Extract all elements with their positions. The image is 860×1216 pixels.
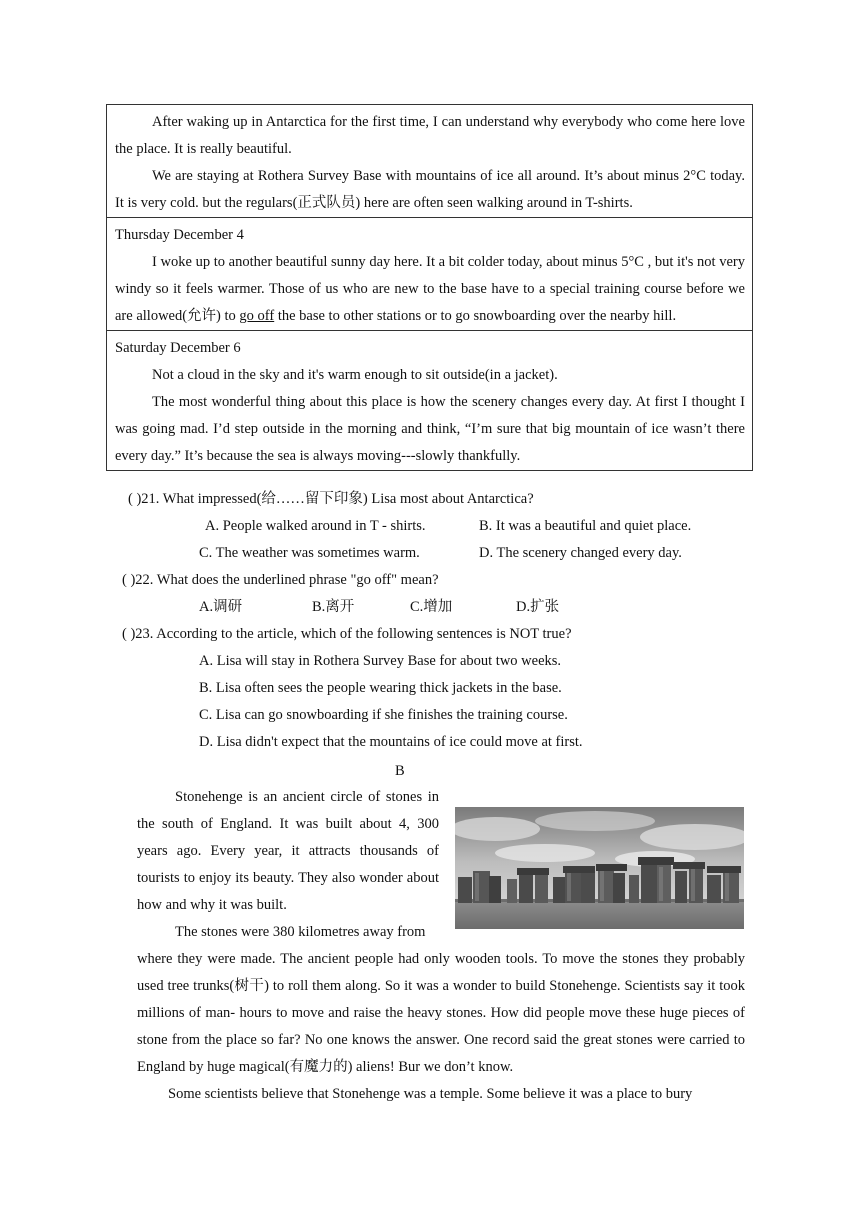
question-stem: ( )21. What impressed(给……留下印象) Lisa most about Antarctica? — [128, 491, 534, 507]
option-b: B. It was a beautiful and quiet place. — [479, 518, 692, 534]
option-c: C.增加 — [410, 599, 453, 615]
stonehenge-image — [455, 807, 744, 929]
passage-b-paragraph-1: Stonehenge is an ancient circle of stones in the south of England. It was built about 4, 300 years ago. Every year, it attracts thousands of tourists to enjoy its beauty. They also wonder about how and why it was built. — [137, 789, 439, 913]
question-stem: ( )23. According to the article, which of the following sentences is NOT true? — [122, 626, 572, 642]
diary-intro-cell — [107, 105, 752, 218]
option-c: C. The weather was sometimes warm. — [199, 545, 420, 561]
section-heading-b: B — [395, 763, 405, 779]
intro-paragraph-2: We are staying at Rothera Survey Base with mountains of ice all around. It’s about minus 2°C today. It is very cold. but the regulars(正式队员) here are often seen walking around in T-shirts. — [115, 168, 745, 211]
option-a: A.调研 — [199, 599, 243, 615]
stonehenge-photo — [455, 807, 744, 929]
passage-b-paragraph-2: where they were made. The ancient people had only wooden tools. To move the stones they probably used tree trunks(树干) to roll them along. So it was a wonder to build Stonehenge. Scientists say it took millions of man- hours to move and raise the heavy stones. How did people move these huge pieces of stone from the place so far? No one knows the answer. One record said the great stones were carried to England by huge magical(有魔力的) aliens! Bur we don’t know. — [137, 951, 745, 1075]
option-d: D. The scenery changed every day. — [479, 545, 682, 561]
entry-text-after: the base to other stations or to go snowboarding over the nearby hill. — [274, 308, 677, 324]
diary-entry-thursday — [107, 218, 752, 331]
option-c: C. Lisa can go snowboarding if she finishes the training course. — [199, 707, 568, 723]
entry-date: Saturday December 6 — [115, 340, 241, 356]
intro-paragraph-1: After waking up in Antarctica for the first time, I can understand why everybody who come here love the place. It is really beautiful. — [115, 114, 745, 157]
option-b: B. Lisa often sees the people wearing thick jackets in the base. — [199, 680, 562, 696]
passage-b-paragraph-3: Some scientists believe that Stonehenge was a temple. Some believe it was a place to bury — [168, 1086, 693, 1102]
entry-date: Thursday December 4 — [115, 227, 244, 243]
underlined-phrase: go off — [239, 308, 275, 324]
option-a: A. People walked around in T - shirts. — [205, 518, 426, 534]
passage-b-paragraph-2-start: The stones were 380 kilometres away from — [175, 924, 426, 940]
option-d: D. Lisa didn't expect that the mountains of ice could move at first. — [199, 734, 583, 750]
entry-text-before: I woke up to another beautiful sunny day here. It a bit colder today, about minus 5°C , but it's not very windy so it feels warmer. Those of us who are new to the base have to a special training course before we are allowed(允许) to — [115, 254, 745, 324]
diary-entry-saturday — [107, 331, 752, 470]
question-stem: ( )22. What does the underlined phrase "go off" mean? — [122, 572, 439, 588]
diary-table — [106, 104, 753, 471]
option-a: A. Lisa will stay in Rothera Survey Base for about two weeks. — [199, 653, 562, 669]
option-d: D.扩张 — [516, 599, 560, 615]
entry-paragraph-2: The most wonderful thing about this place is how the scenery changes every day. At first I thought I was going mad. I’d step outside in the morning and think, “I’m sure that big mountain of ice wasn’t there every day.” It’s because the sea is always moving---slowly thankfully. — [115, 394, 745, 464]
entry-paragraph-1: Not a cloud in the sky and it's warm enough to sit outside(in a jacket). — [152, 367, 558, 383]
entry-paragraph — [115, 249, 745, 330]
option-b: B.离开 — [312, 599, 355, 615]
